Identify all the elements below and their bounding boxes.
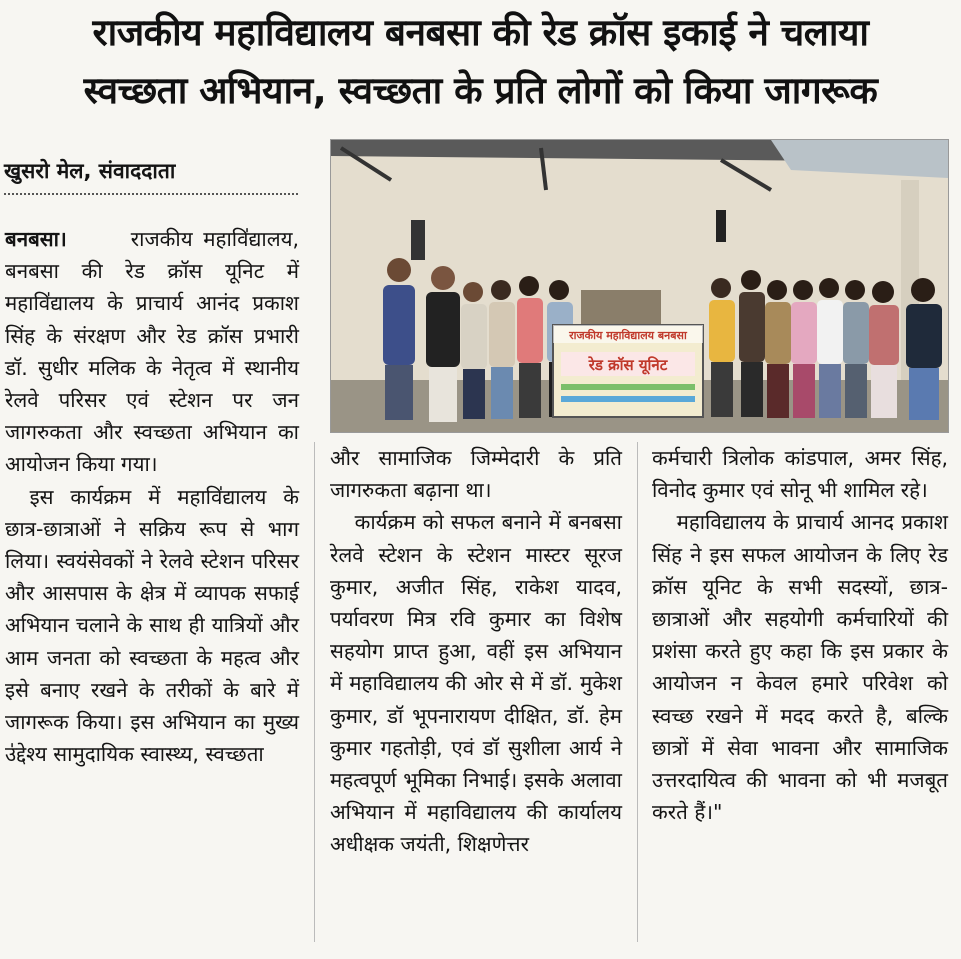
byline-divider [4,193,298,195]
byline: खुसरो मेल, संवाददाता [4,159,176,183]
column-divider [637,442,638,942]
headline [0,4,961,120]
banner-subtitle: रेड क्रॉस यूनिट [588,356,668,374]
article-column-2 [330,442,622,861]
paragraph-1 [5,223,299,481]
paragraph-2: इस कार्यक्रम में महावि॑द्यालय के छात्र-छात्राओं ने सक्रिय रूप से भाग लिया। स्वयंसेवकों ने रेलवे स्टेशन परिसर और आसपास के क्षेत्र में व्यापक सफाई अभियान चलाने के साथ ही यात्रियों और आम जनता को स्वच्छता के महत्व और इसे बनाए रखने के तरीकों के बारे में जागरूक किया। इस अभियान का मुख्य उ॑द्देश्य सामुदायिक स्वास्थ्य, स्वच्छता [5,484,299,767]
column-divider [314,442,315,942]
headline-line-2: स्वच्छता अभियान, स्वच्छता के प्रति लोगों को किया जागरूक [83,69,878,112]
banner [553,325,703,417]
paragraph-6: महाविद्यालय के प्राचार्य आनद प्रकाश सिंह ने इस सफल आयोजन के लिए रेड क्रॉस यूनिट के सभी सदस्यों, छात्र-छात्राओं और सहयोगी कर्मचारियों की प्रशंसा करते हुए कहा कि इस प्रकार के आयोजन न केवल हमारे परिवेश को स्वच्छ रखने में मदद करते है, बल्कि छात्रों में सेवा भावना और सामाजिक उत्तरदायित्व की भावना को भी मजबूत करते हैं।" [652,510,948,825]
paragraph-4: कार्यक्रम को सफल बनाने में बनबसा रेलवे स्टेशन के स्टेशन मास्टर सूरज कुमार, अजीत सिंह, राकेश यादव, पर्यावरण मित्र रवि कुमार का विशेष सहयोग प्राप्त हुआ, वहीं इस अभियान में महाविद्यालय की ओर से में डॉ. मुकेश कुमार, डॉ भूपनारायण दीक्षित, डॉ. हेम कुमार गहतोड़ी, एवं डॉ सुशीला आर्य ने महत्वपूर्ण भूमिका निभाई। इसके अलावा अभियान में महाविद्यालय की कार्यालय अधीक्षक जयंती, शिक्षणेत्तर [330,510,622,857]
banner-title: राजकीय महाविद्यालय बनबसा [569,329,687,342]
paragraph-1-text: राजकीय महावि॑द्यालय, बनबसा की रेड क्रॉस यूनिट में महावि॑द्यालय के प्राचार्य आनंद प्रकाश सिंह के संरक्षण और रेड क्रॉस प्रभारी डॉ. सुधीर मलिक के नेतृत्व में स्थानीय रेलवे परिसर एवं स्टेशन पर जन जागरुकता और स्वच्छता अभियान का आयोजन किया गया। [5,227,299,477]
article-column-3 [652,442,948,828]
paragraph-5: कर्मचारी त्रिलोक कांडपाल, अमर सिंह, विनोद कुमार एवं सोनू भी शामिल रहे। [652,446,948,503]
article-column-1 [5,223,299,770]
news-photo [330,139,949,433]
paragraph-3: और सामाजिक जिम्मेदारी के प्रति जागरुकता बढ़ाना था। [330,446,622,503]
group-photo-illustration [331,140,948,432]
dateline: बनबसा। [5,227,67,251]
headline-line-1: राजकीय महाविद्यालय बनबसा की रेड क्रॉस इकाई ने चलाया [92,11,869,54]
